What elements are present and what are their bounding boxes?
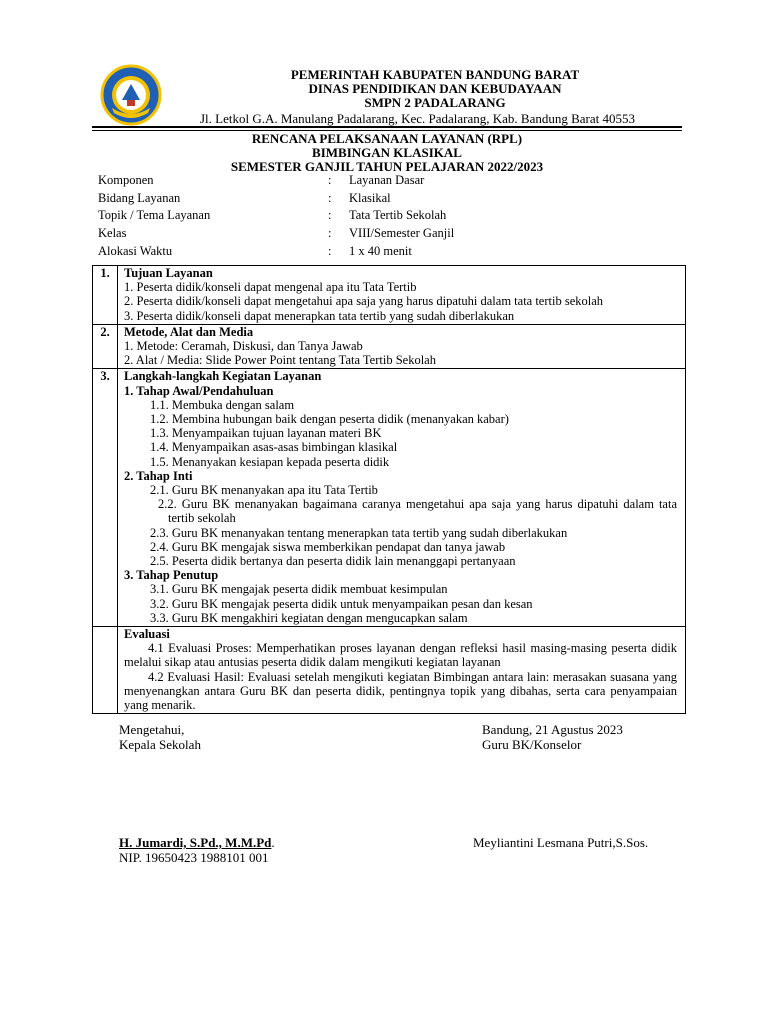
list-item: 1. Metode: Ceramah, Diskusi, dan Tanya Jawab (124, 339, 363, 354)
info-row (98, 225, 598, 243)
acknowledged-label: Mengetahui, (119, 722, 185, 737)
list-item: 2.4. Guru BK mengajak siswa memberkikan pendapat dan tanya jawab (150, 539, 506, 554)
list-item: 1.2. Membina hubungan baik dengan peserta didik (menanyakan kabar) (150, 412, 509, 427)
info-row (98, 172, 598, 190)
counselor-name: Meyliantini Lesmana Putri,S.Sos. (473, 835, 649, 850)
place-date: Bandung, 21 Agustus 2023 (482, 722, 623, 737)
list-item: 1.5. Menanyakan kesiapan kepada peserta didik (150, 454, 390, 469)
info-colon: : (328, 190, 332, 205)
principal-title: Kepala Sekolah (119, 737, 201, 752)
phase-title: 3. Tahap Penutup (124, 568, 219, 583)
list-item: 2. Alat / Media: Slide Power Point tentang Tata Tertib Sekolah (124, 353, 436, 368)
letterhead-address: Jl. Letkol G.A. Manulang Padalarang, Kec. Padalarang, Kab. Bandung Barat 40553 (199, 111, 635, 126)
info-value: VIII/Semester Ganjil (349, 226, 455, 241)
list-item: 1.1. Membuka dengan salam (150, 397, 295, 412)
info-key: Bidang Layanan (98, 190, 181, 205)
info-value: Layanan Dasar (349, 173, 425, 187)
title-line-3: SEMESTER GANJIL TAHUN PELAJARAN 2022/2023 (230, 159, 544, 174)
signature-left (119, 722, 201, 752)
list-item: 2.3. Guru BK menanyakan tentang menerapkan tata tertib yang sudah diberlakukan (150, 525, 568, 540)
info-colon: : (328, 243, 332, 258)
info-colon: : (328, 208, 332, 223)
principal-name: H. Jumardi, S.Pd., M.M.Pd (119, 835, 272, 850)
info-list (98, 172, 598, 260)
section-heading: Metode, Alat dan Media (124, 324, 254, 339)
school-logo-icon (100, 64, 162, 126)
document-title (92, 132, 682, 174)
list-item: 3.1. Guru BK mengajak peserta didik membuat kesimpulan (150, 582, 448, 597)
list-item: 1.3. Menyampaikan tujuan layanan materi BK (150, 426, 382, 441)
evaluation-result: 4.2 Evaluasi Hasil: Evaluasi setelah mengikuti kegiatan Bimbingan antara lain: merasakan suasana yang menyenangkan antara Guru BK dan peserta didik, pentingnya topik yang dibahas, serta cara penyampaian yang menarik. (124, 669, 677, 713)
info-value: Tata Tertib Sekolah (349, 208, 447, 223)
principal-nip: NIP. 19650423 1988101 001 (119, 850, 269, 865)
rpl-table (92, 265, 686, 714)
info-key: Topik / Tema Layanan (98, 208, 211, 223)
principal-signature-block (119, 835, 275, 865)
section-number (93, 627, 118, 713)
letterhead-department: DINAS PENDIDIKAN DAN KEBUDAYAAN (308, 81, 562, 96)
letterhead-government: PEMERINTAH KABUPATEN BANDUNG BARAT (290, 67, 580, 82)
info-key: Komponen (98, 173, 154, 187)
list-item: 3. Peserta didik/konseli dapat menerapkan tata tertib yang sudah diberlakukan (124, 308, 515, 323)
list-item: 2.2. Guru BK menanyakan bagaimana caranya mengetahui apa saja yang harus dipatuhi dalam tata tertib sekolah (158, 497, 677, 526)
info-key: Kelas (98, 226, 127, 241)
section-evaluasi (93, 627, 685, 713)
info-value: 1 x 40 menit (349, 243, 412, 258)
signature-right (482, 722, 623, 752)
info-colon: : (328, 226, 332, 241)
phase-title: 2. Tahap Inti (124, 468, 193, 483)
title-line-2: BIMBINGAN KLASIKAL (312, 145, 462, 160)
list-item: 1. Peserta didik/konseli dapat mengenal apa itu Tata Tertib (124, 280, 417, 295)
info-row (98, 243, 598, 261)
info-colon: : (328, 173, 332, 187)
section-heading: Langkah-langkah Kegiatan Layanan (124, 369, 322, 384)
evaluation-process: 4.1 Evaluasi Proses: Memperhatikan proses layanan dengan refleksi hasil masing-masing peserta didik melalui sikap atau antusias peserta didik dalam mengikuti kegiatan layanan (124, 641, 677, 670)
info-row (98, 207, 598, 225)
section-heading: Tujuan Layanan (124, 266, 213, 280)
list-item: 3.2. Guru BK mengajak peserta didik untuk menyampaikan pesan dan kesan (150, 596, 533, 611)
list-item: 3.3. Guru BK mengakhiri kegiatan dengan mengucapkan salam (150, 610, 468, 625)
section-tujuan (93, 266, 685, 325)
section-heading: Evaluasi (124, 627, 170, 642)
letterhead-divider-thick (92, 126, 682, 128)
section-number: 2. (93, 325, 118, 369)
title-line-1: RENCANA PELAKSANAAN LAYANAN (RPL) (251, 131, 523, 146)
counselor-signature-block (473, 835, 648, 850)
list-item: 1.4. Menyampaikan asas-asas bimbingan klasikal (150, 440, 398, 455)
info-key: Alokasi Waktu (98, 243, 173, 258)
list-item: 2.1. Guru BK menanyakan apa itu Tata Tertib (150, 483, 378, 498)
info-value: Klasikal (349, 190, 391, 205)
info-row (98, 190, 598, 208)
section-metode (93, 325, 685, 370)
principal-name-dot: . (271, 835, 275, 850)
phase-title: 1. Tahap Awal/Pendahuluan (124, 383, 274, 398)
letterhead-school: SMPN 2 PADALARANG (364, 95, 506, 110)
section-number: 1. (93, 266, 118, 324)
section-number: 3. (93, 369, 118, 626)
list-item: 2. Peserta didik/konseli dapat mengetahui apa saja yang harus dipatuhi dalam tata tertib sekolah (124, 294, 604, 309)
section-langkah (93, 369, 685, 627)
counselor-title: Guru BK/Konselor (482, 737, 582, 752)
letterhead (180, 68, 690, 127)
list-item: 2.5. Peserta didik bertanya dan peserta didik lain menanggapi pertanyaan (150, 554, 516, 569)
